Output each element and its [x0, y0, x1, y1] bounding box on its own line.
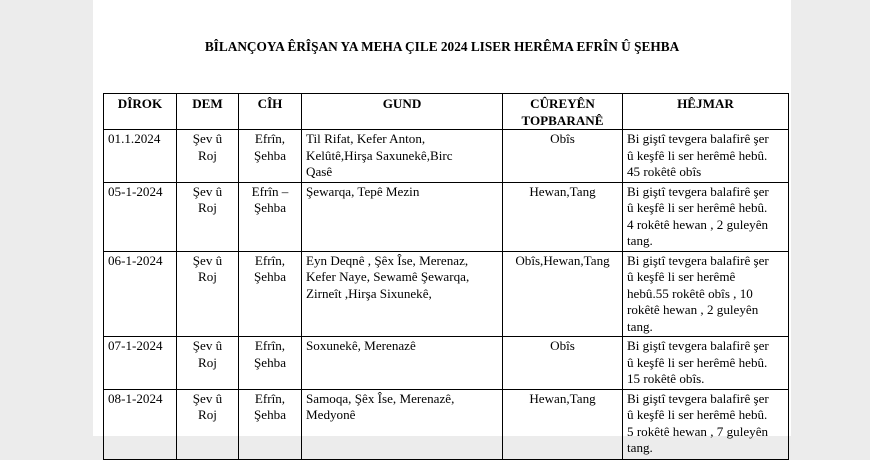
header-type-line2: TOPBARANÊ [521, 112, 604, 128]
cell-village-line: Til Rifat, Kefer Anton, [306, 131, 426, 146]
cell-volume [623, 130, 789, 183]
cell-place-line: Efrîn, [254, 131, 286, 146]
cell-type: Obîs,Hewan,Tang [503, 251, 623, 337]
table-row [104, 389, 789, 459]
cell-volume-line: Bi giştî tevgera balafirê şer [627, 252, 769, 268]
cell-village [302, 389, 503, 459]
header-volume: HÊJMAR [623, 94, 789, 130]
table-header-row [104, 94, 789, 130]
document-title: BÎLANÇOYA ÊRÎŞAN YA MEHA ÇILE 2024 LISER HERÊMA EFRÎN Û ŞEHBA [204, 39, 680, 54]
table-row [104, 251, 789, 337]
cell-volume-line: û keşfê li ser herêmê hebû. [627, 200, 768, 215]
cell-volume-line: tang. [627, 233, 653, 248]
cell-place-line: Şehba [254, 147, 286, 163]
cell-village-line: Şewarqa, Tepê Mezin [306, 183, 420, 199]
cell-volume [623, 251, 789, 337]
cell-time [177, 337, 239, 390]
table-row [104, 337, 789, 390]
cell-date: 08-1-2024 [104, 389, 177, 459]
cell-village [302, 130, 503, 183]
header-village: GUND [302, 94, 503, 130]
cell-volume-line: 5 rokêtê hewan , 7 guleyên [627, 423, 769, 439]
cell-village [302, 251, 503, 337]
header-type [503, 94, 623, 130]
header-time: DEM [177, 94, 239, 130]
header-place: CÎH [239, 94, 302, 130]
header-type-line1: CÛREYÊN [530, 96, 595, 111]
cell-place [239, 130, 302, 183]
cell-time-line: Şev û [192, 131, 223, 146]
cell-volume-line: hebû.55 rokêtê obîs , 10 [627, 285, 753, 301]
cell-date: 07-1-2024 [104, 337, 177, 390]
cell-type: Hewan,Tang [503, 182, 623, 251]
cell-volume-line: Bi giştî tevgera balafirê şer [627, 390, 769, 406]
cell-time-line: Roj [198, 200, 217, 215]
cell-volume-line: tang. [627, 440, 653, 455]
cell-place-line: Efrîn – [251, 183, 289, 199]
report-table [103, 93, 789, 460]
cell-time [177, 182, 239, 251]
cell-volume [623, 337, 789, 390]
cell-volume-line: Bi giştî tevgera balafirê şer [627, 183, 769, 199]
cell-village [302, 337, 503, 390]
cell-place-line: Şehba [254, 407, 286, 422]
cell-type: Obîs [503, 337, 623, 390]
cell-time-line: Roj [198, 407, 217, 422]
cell-place-line: Şehba [254, 354, 286, 370]
cell-volume-line: rokêtê hewan , 2 guleyên [627, 302, 759, 317]
cell-village-line: Samoqa, Şêx Îse, Merenazê, [306, 390, 455, 406]
cell-place-line: Şehba [254, 269, 286, 284]
table-row [104, 130, 789, 183]
cell-village-line: Zirneît ,Hirşa Sixunekê, [306, 285, 432, 301]
cell-time-line: Roj [198, 147, 217, 163]
cell-time-line: Roj [198, 354, 217, 370]
cell-time-line: Şev û [192, 390, 223, 406]
cell-place [239, 337, 302, 390]
header-date: DÎROK [104, 94, 177, 130]
cell-village-line: Qasê [306, 164, 333, 179]
table-row [104, 182, 789, 251]
cell-volume-line: 15 rokêtê obîs. [627, 371, 705, 386]
document-page [93, 0, 791, 455]
cell-volume-line: û keşfê li ser herêmê [627, 269, 736, 284]
cell-place-line: Efrîn, [254, 252, 286, 268]
cell-date: 05-1-2024 [104, 182, 177, 251]
cell-place-line: Efrîn, [254, 338, 286, 353]
cell-time-line: Şev û [192, 183, 223, 199]
cell-volume [623, 389, 789, 459]
cell-village-line: Eyn Deqnê , Şêx Îse, Merenaz, [306, 252, 469, 268]
cell-place [239, 389, 302, 459]
cell-place [239, 251, 302, 337]
cell-place [239, 182, 302, 251]
cell-village [302, 182, 503, 251]
cell-volume-line: Bi giştî tevgera balafirê şer [627, 131, 769, 146]
cell-place-line: Efrîn, [254, 390, 286, 406]
cell-time-line: Roj [198, 269, 217, 284]
cell-volume-line: û keşfê li ser herêmê hebû. [627, 147, 768, 163]
cell-volume [623, 182, 789, 251]
cell-volume-line: tang. [627, 318, 653, 334]
cell-date: 01.1.2024 [104, 130, 177, 183]
cell-time [177, 251, 239, 337]
cell-date: 06-1-2024 [104, 251, 177, 337]
cell-time [177, 389, 239, 459]
cell-village-line: Kefer Naye, Sewamê Şewarqa, [306, 269, 470, 284]
cell-time [177, 130, 239, 183]
cell-volume-line: û keşfê li ser herêmê hebû. [627, 354, 768, 370]
cell-volume-line: û keşfê li ser herêmê hebû. [627, 407, 768, 422]
table-body [104, 130, 789, 460]
cell-type: Hewan,Tang [503, 389, 623, 459]
cell-time-line: Şev û [192, 252, 223, 268]
cell-village-line: Kelûtê,Hirşa Saxunekê,Birc [306, 147, 453, 163]
cell-volume-line: 45 rokêtê obîs [627, 164, 702, 179]
cell-village-line: Medyonê [306, 407, 356, 422]
cell-village-line: Soxunekê, Merenazê [306, 338, 416, 353]
cell-volume-line: Bi giştî tevgera balafirê şer [627, 338, 769, 353]
cell-place-line: Şehba [254, 200, 286, 215]
cell-type: Obîs [503, 130, 623, 183]
cell-volume-line: 4 rokêtê hewan , 2 guleyên [627, 216, 769, 232]
cell-time-line: Şev û [192, 338, 223, 353]
